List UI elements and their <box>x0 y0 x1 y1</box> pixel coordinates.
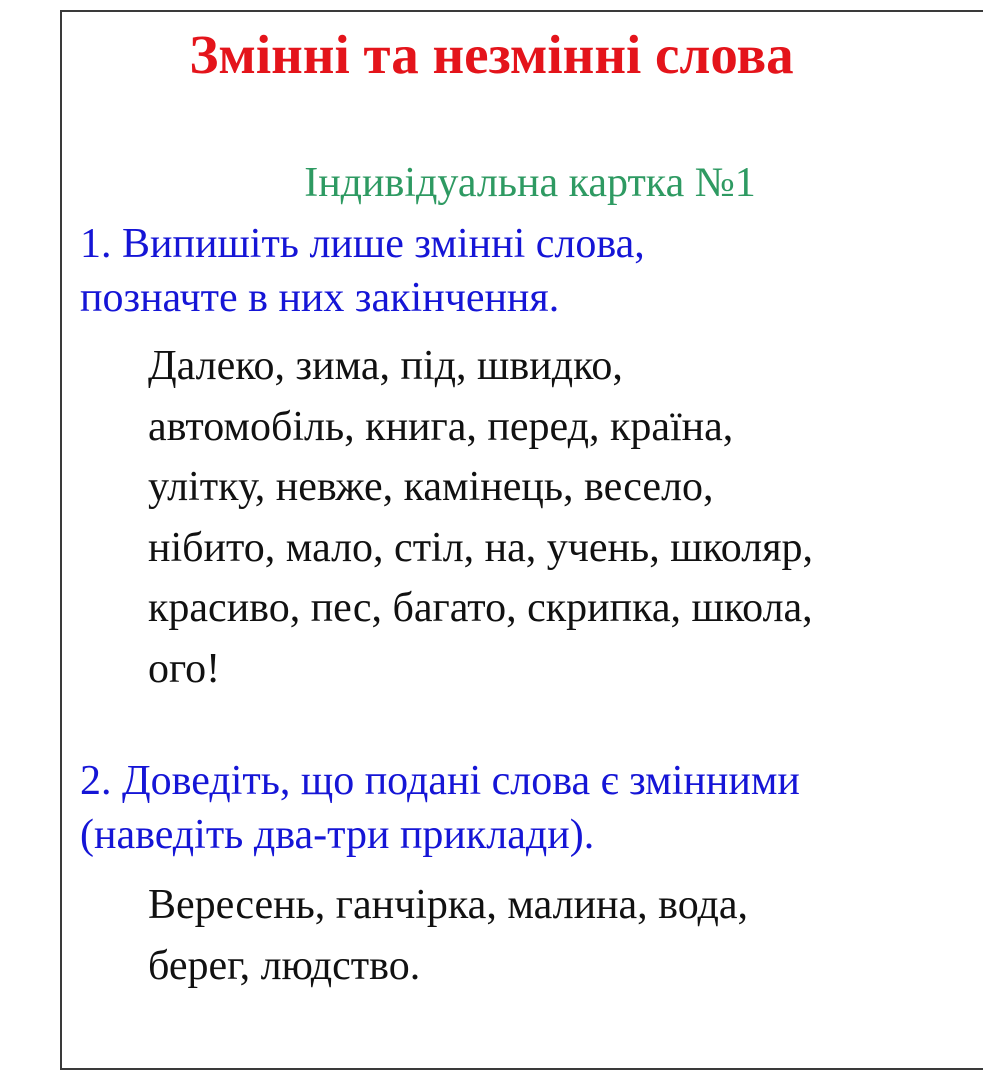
word-list-line: Вересень, ганчірка, малина, вода, <box>148 882 749 928</box>
task-2-line: (наведіть два-три приклади). <box>80 812 595 858</box>
task-2-word-list <box>148 875 748 996</box>
word-list-line: нібито, мало, стіл, на, учень, школяр, <box>148 524 814 571</box>
task-1-line: позначте в них закінчення. <box>80 275 560 321</box>
task-2-instruction <box>80 754 800 862</box>
card-subtitle: Індивідуальна картка №1 <box>304 160 756 206</box>
task-1-instruction <box>80 217 645 325</box>
task-1-word-list <box>148 336 813 699</box>
word-list-line: Далеко, зима, під, швидко, <box>148 343 623 389</box>
page-title: Змінні та незмінні слова <box>189 24 794 85</box>
word-list-line: улітку, невже, камінець, весело, <box>148 464 714 510</box>
word-list-line: красиво, пес, багато, скрипка, школа, <box>148 585 813 631</box>
task-1-line: 1. Випишіть лише змінні слова, <box>80 221 645 267</box>
word-list-line: берег, людство. <box>148 942 421 989</box>
task-2-line: 2. Доведіть, що подані слова є змінними <box>80 758 800 804</box>
word-list-line: ого! <box>148 645 221 692</box>
word-list-line: автомобіль, книга, перед, країна, <box>148 403 734 450</box>
